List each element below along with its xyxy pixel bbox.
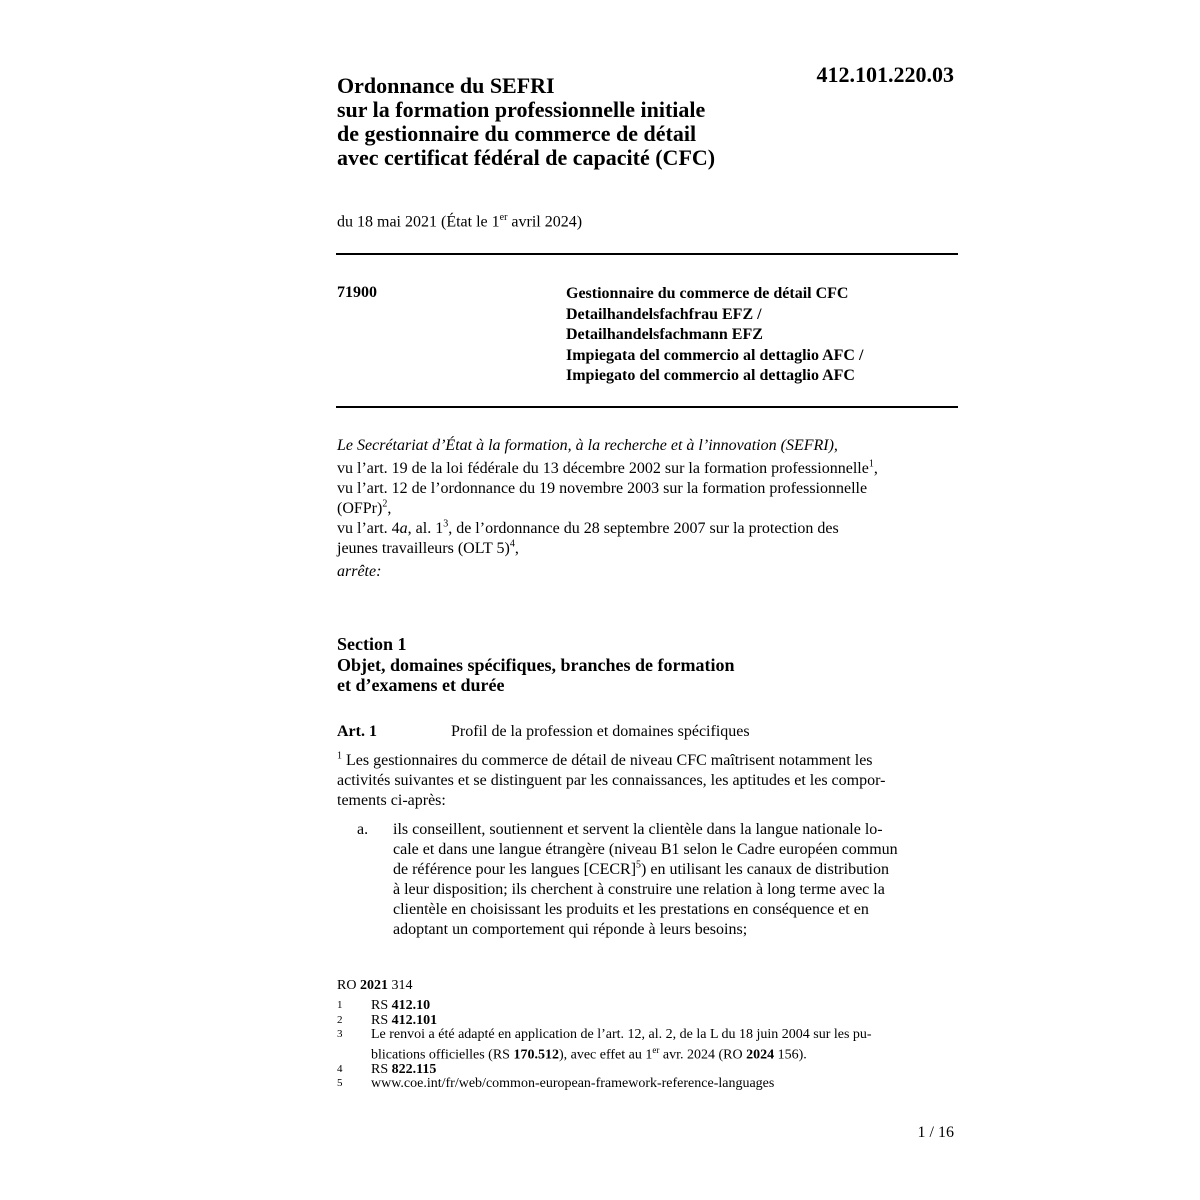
top-divider	[336, 253, 958, 255]
title-line: Ordonnance du SEFRI	[337, 73, 555, 98]
date-prefix: du 18 mai 2021 (État le 1	[337, 213, 500, 231]
page-number: 1 / 16	[917, 1124, 954, 1141]
list-item-text-part: ) en utilisant les canaux de distribution	[641, 861, 889, 878]
footnote-number: 4	[337, 1062, 343, 1075]
article-number: Art. 1	[337, 723, 377, 740]
footnote-number: 1	[337, 999, 343, 1011]
profession-title: Impiegata del commercio al dettaglio AFC /	[566, 346, 864, 364]
preamble-text: (OFPr)	[337, 500, 383, 517]
footnote-link[interactable]: 170.512	[513, 1047, 559, 1063]
footnote-1	[337, 999, 872, 1014]
sr-number: 412.101.220.03	[816, 62, 954, 87]
footnote-line: Le renvoi a été adapté en application de l’art. 12, al. 2, de la L du 18 juin 2004 sur les pu-	[371, 1027, 872, 1042]
decree-word: arrête:	[337, 563, 382, 580]
preamble-text: ,	[387, 500, 392, 517]
title-line: sur la formation professionnelle initiale	[337, 97, 706, 122]
footnote-3	[337, 1028, 872, 1063]
list-item-line: adoptant un comportement qui réponde à leurs besoins;	[393, 921, 748, 938]
date-superscript: er	[499, 212, 508, 223]
footnote-text: 156).	[774, 1047, 807, 1063]
preamble-text: , al. 1	[407, 520, 444, 537]
paragraph-line	[337, 751, 955, 771]
paragraph-line: tements ci-après:	[337, 792, 446, 809]
profession-code: 71900	[337, 284, 377, 301]
profession-titles	[566, 284, 863, 387]
footnote-text: RS	[371, 1061, 392, 1077]
preamble-line	[337, 499, 959, 519]
footnote-line	[371, 1043, 872, 1063]
profession-title: Gestionnaire du commerce de détail CFC	[566, 285, 849, 302]
list-item-line: clientèle en choisissant les produits et les prestations en conséquence et en	[393, 901, 869, 918]
footnote-text: blications officielles (RS	[371, 1047, 514, 1063]
title-line: de gestionnaire du commerce de détail	[337, 121, 697, 146]
list-item-line	[393, 860, 955, 880]
section-line: Section 1	[337, 634, 407, 654]
ro-page: 314	[387, 978, 413, 993]
profession-title: Impiegato del commercio al dettaglio AFC	[566, 367, 855, 384]
footnote-text: avr. 2024 (RO	[659, 1047, 747, 1063]
preamble-line	[337, 519, 959, 539]
preamble-text: ,	[873, 460, 878, 477]
footnote-number: 3	[337, 1028, 343, 1040]
footnote-number: 5	[337, 1077, 343, 1090]
preamble-text: ,	[514, 540, 519, 557]
footnote-ref-2[interactable]: 2	[382, 498, 388, 510]
paragraph-number: 1	[337, 750, 342, 762]
date-suffix: avril 2024)	[507, 213, 583, 231]
footnote-url[interactable]: www.coe.int/fr/web/common-european-framework-reference-languages	[371, 1076, 775, 1092]
section-line: et d’examens et durée	[337, 675, 505, 695]
preamble-line: vu l’art. 12 de l’ordonnance du 19 novembre 2003 sur la formation professionnelle	[337, 480, 868, 497]
preamble	[337, 436, 959, 582]
issuing-authority: Le Secrétariat d’État à la formation, à la recherche et à l’innovation (SEFRI),	[337, 437, 838, 454]
list-item-letter: a.	[357, 821, 369, 838]
list-item-text	[393, 820, 955, 940]
footnote-number: 2	[337, 1013, 343, 1026]
list-item-line: à leur disposition; ils cherchent à construire une relation à long terme avec la	[393, 881, 885, 898]
footnote-superscript: er	[652, 1044, 660, 1055]
footnote-text: RS	[371, 1012, 392, 1028]
profession-title: Detailhandelsfachmann EFZ	[566, 326, 763, 343]
footnote-link[interactable]: 412.10	[391, 998, 431, 1013]
preamble-italic-letter: a	[399, 520, 408, 537]
footnote-link[interactable]: 822.115	[391, 1061, 437, 1077]
footnote-link[interactable]: 412.101	[391, 1012, 438, 1028]
official-collection-ref	[337, 978, 412, 994]
ordinance-date	[337, 212, 582, 231]
preamble-line	[337, 539, 959, 559]
ordinance-title	[337, 74, 877, 170]
section-line: Objet, domaines spécifiques, branches de formation	[337, 654, 735, 675]
profession-title: Detailhandelsfachfrau EFZ /	[566, 305, 762, 323]
footnote-ref-5[interactable]: 5	[636, 859, 642, 871]
preamble-text: vu l’art. 4	[337, 520, 400, 537]
article-heading	[337, 723, 750, 741]
footnote-2	[337, 1014, 872, 1029]
article-paragraph	[337, 751, 955, 811]
footnote-text: ), avec effet au 1	[558, 1047, 653, 1063]
footnote-ref-4[interactable]: 4	[509, 538, 515, 550]
article-title: Profil de la profession et domaines spécifiques	[451, 723, 750, 740]
ro-prefix: RO	[337, 978, 360, 993]
footnote-ref-3[interactable]: 3	[443, 518, 449, 530]
footnote-4	[337, 1063, 872, 1078]
paragraph-line: activités suivantes et se distinguent par les connaissances, les aptitudes et les compor-	[337, 772, 886, 789]
ro-year: 2021	[359, 978, 388, 993]
footnote-5	[337, 1077, 872, 1092]
footnote-text: RS	[371, 998, 392, 1013]
preamble-text: , de l’ordonnance du 28 septembre 2007 sur la protection des	[448, 520, 839, 537]
paragraph-text: Les gestionnaires du commerce de détail de niveau CFC maîtrisent notamment les	[342, 752, 873, 769]
footnote-year: 2024	[746, 1047, 775, 1063]
list-item-line: ils conseillent, soutiennent et servent la clientèle dans la langue nationale lo-	[393, 821, 883, 838]
section-heading	[337, 634, 735, 696]
preamble-line	[337, 459, 959, 479]
title-line: avec certificat fédéral de capacité (CFC)	[337, 145, 716, 170]
footnote-ref-1[interactable]: 1	[868, 458, 874, 470]
preamble-text: jeunes travailleurs (OLT 5)	[337, 540, 510, 557]
bottom-divider	[336, 406, 958, 408]
preamble-text: vu l’art. 19 de la loi fédérale du 13 décembre 2002 sur la formation professionnelle	[337, 460, 869, 477]
list-item-text-part: de référence pour les langues [CECR]	[393, 861, 637, 878]
list-item-line: cale et dans une langue étrangère (niveau B1 selon le Cadre européen commun	[393, 841, 898, 858]
footnotes	[337, 999, 872, 1092]
